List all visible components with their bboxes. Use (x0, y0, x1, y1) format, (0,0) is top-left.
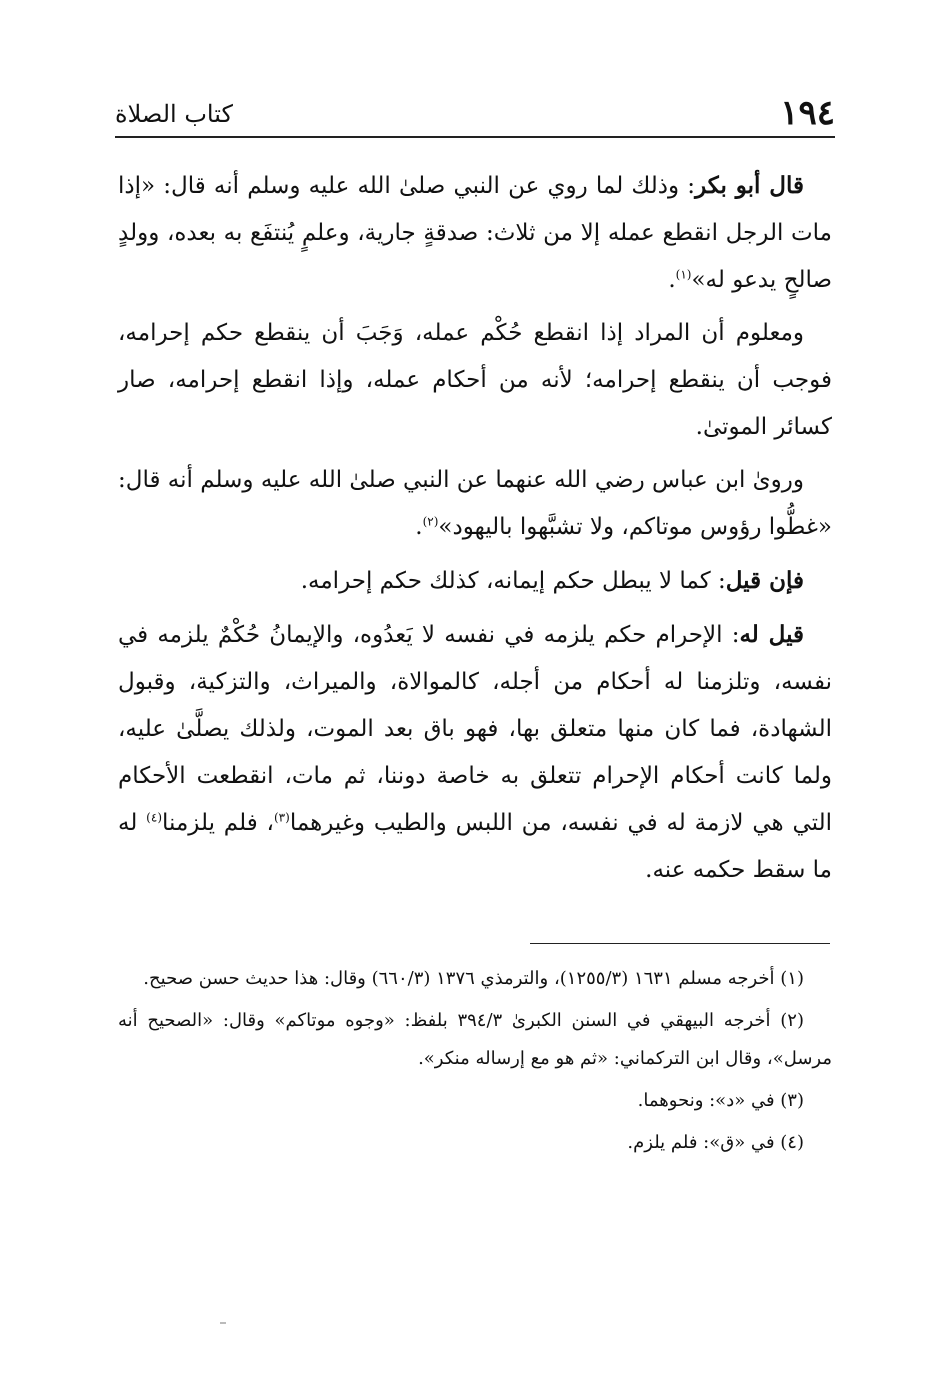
footnote-ref-4[interactable]: (٤) (146, 810, 162, 825)
paragraph-4 (118, 557, 832, 605)
paragraph-text: ، فلم يلزمنا (162, 810, 274, 836)
running-title: كتاب الصلاة (115, 100, 233, 128)
footnote-ref-1[interactable]: (١) (675, 267, 692, 282)
paragraph-5 (118, 611, 832, 894)
footnote-separator (530, 943, 830, 944)
paragraph-text: : وذلك لما روي عن النبي صلىٰ الله عليه وسلم أنه قال: «إذا مات الرجل انقطع عمله إلا من ثلاث: صدقةٍ جارية، وعلمٍ يُنتفَع به بعده، وولدٍ صالحٍ يدعو له» (118, 173, 832, 293)
footnote-2: (٢) أخرجه البيهقي في السنن الكبرىٰ ٣٩٤/٣ بلفظ: «وجوه موتاكم» وقال: «الصحيح أنه مرسل»، وقال ابن التركماني: «ثم هو مع إرساله منكر». (118, 1010, 832, 1069)
paragraph-end: . (668, 267, 676, 293)
paragraph-text: : الإحرام حكم يلزمه في نفسه لا يَعدُوه، والإيمانُ حُكْمٌ يلزمه في نفسه، وتلزمنا له أحكام من أجله، كالموالاة، والميراث، والتزكية، وقبول الشهادة، فما كان منها متعلق بها، فهو باق بعد الموت، ولذلك يصلَّىٰ عليه، ولما كانت أحكام الإحرام تتعلق به خاصة دوننا، ثم مات، انقطعت الأحكام التي هي لازمة له في نفسه، من اللبس والطيب وغيرهما (118, 622, 832, 836)
main-text (118, 162, 832, 900)
paragraph-2: ومعلوم أن المراد إذا انقطع حُكْم عمله، وَجَبَ أن ينقطع حكم إحرامه، فوجب أن ينقطع إحرامه؛ لأنه من أحكام عمله، وإذا انقطع إحرامه، صار كسائر الموتىٰ. (118, 320, 832, 440)
objection-lead: فإن قيل (725, 567, 804, 594)
footnote-3: (٣) في «د»: ونحوهما. (637, 1090, 804, 1111)
paragraph-text: ورویٰ ابن عباس رضي الله عنهما عن النبي صلىٰ الله عليه وسلم أنه قال: «غطُّوا رؤوس موتاكم، ولا تشبَّهوا باليهود» (118, 467, 832, 540)
paragraph-text: له ما سقط حكمه عنه. (118, 810, 832, 883)
paragraph-3 (118, 457, 832, 551)
header-rule (115, 136, 835, 138)
paragraph-text: : كما لا يبطل حكم إيمانه، كذلك حكم إحرامه. (300, 568, 726, 594)
scan-mark (220, 1322, 226, 1324)
paragraph-1 (118, 162, 832, 304)
footnote-1: (١) أخرجه مسلم ١٦٣١ (١٢٥٥/٣)، والترمذي ١٣٧٦ (٦٦٠/٣) وقال: هذا حديث حسن صحيح. (143, 968, 804, 989)
page-number: ١٩٤ (780, 93, 835, 133)
running-header (115, 88, 835, 133)
speaker-lead: قال أبو بكر (695, 172, 804, 199)
reply-lead: قيل له (739, 621, 805, 648)
footnotes (118, 960, 832, 1166)
footnote-ref-2[interactable]: (٢) (422, 514, 439, 529)
footnote-ref-3[interactable]: (٣) (273, 810, 290, 825)
footnote-4: (٤) في «ق»: فلم يلزم. (627, 1132, 804, 1153)
paragraph-end: . (415, 514, 423, 540)
